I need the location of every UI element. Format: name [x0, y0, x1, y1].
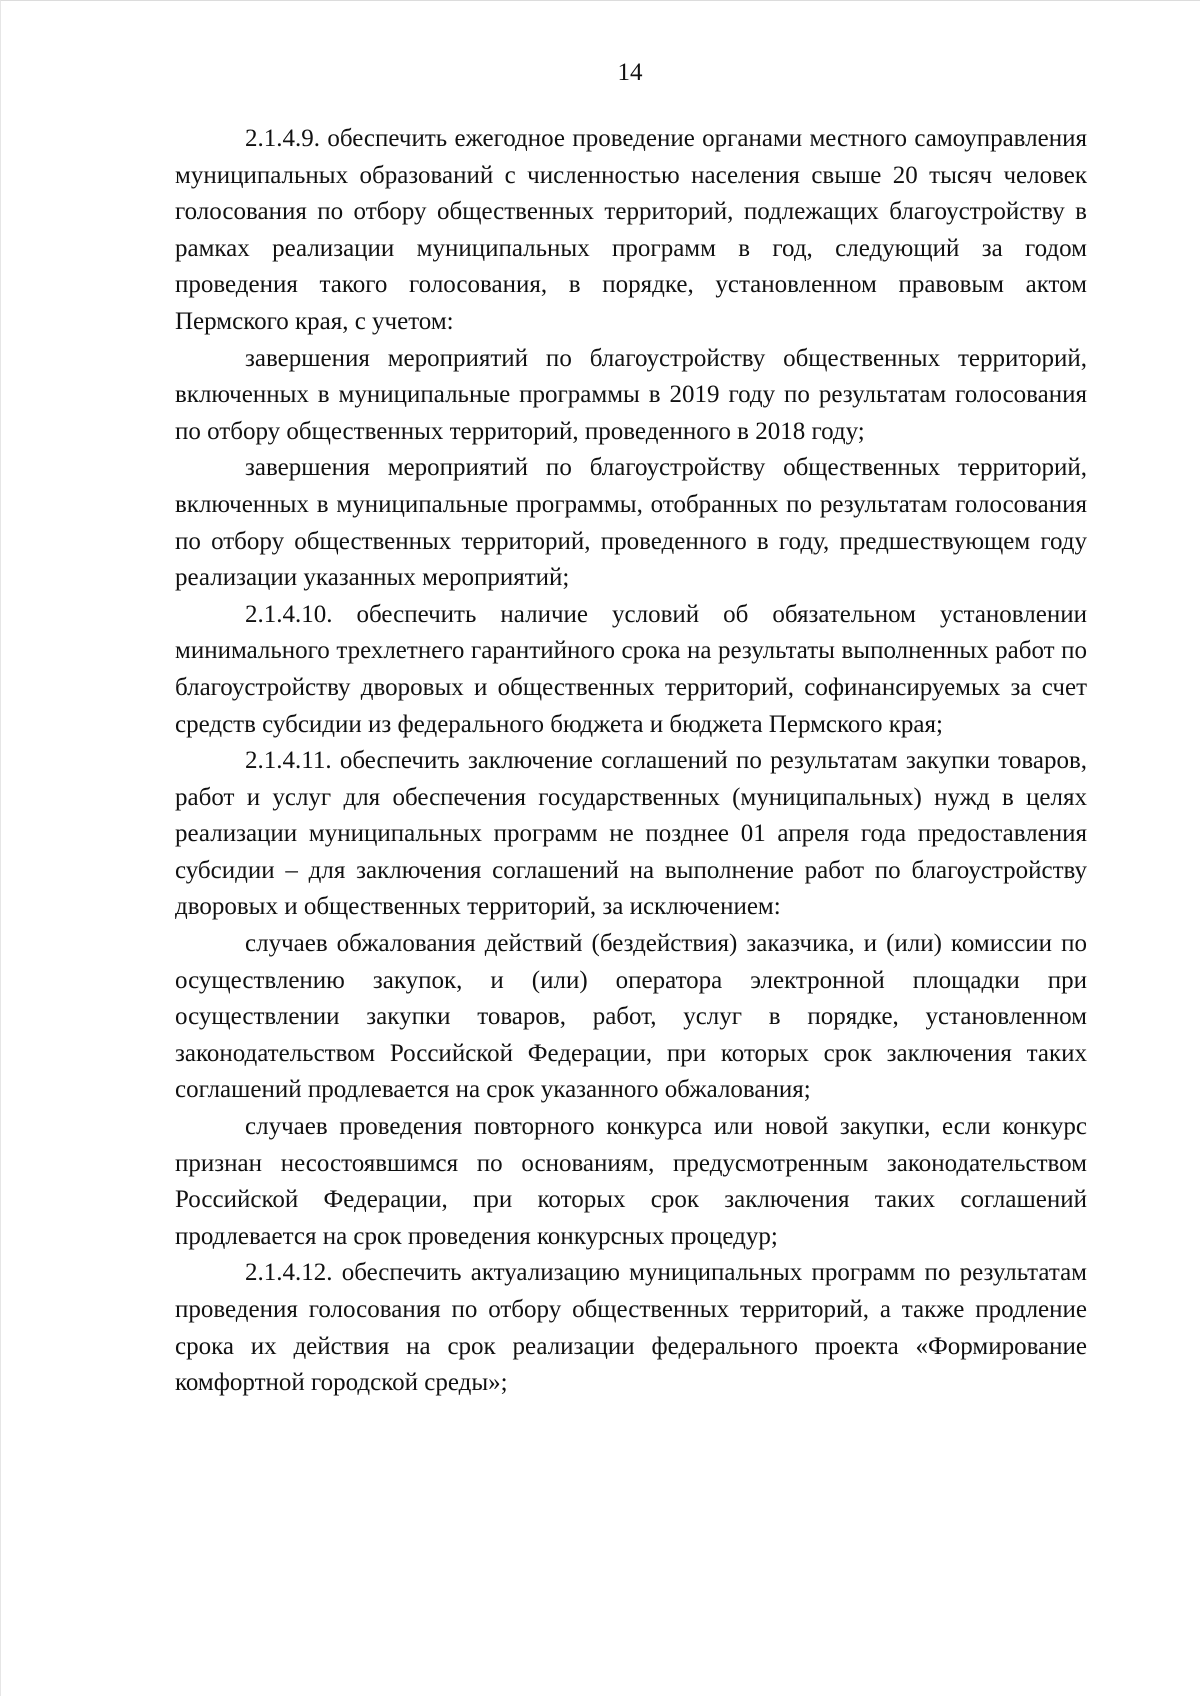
paragraph-repeat-tender-cases: случаев проведения повторного конкурса или новой закупки, если конкурс признан несостоявшимся по основаниям, предусмотренным законодательством Российской Федерации, при которых срок заключения таких соглашений продлевается на срок проведения конкурсных процедур;: [175, 1113, 1087, 1250]
paragraph-completion-2019: завершения мероприятий по благоустройству общественных территорий, включенных в муниципальные программы в 2019 году по результатам голосования по отбору общественных территорий, проведенного в 2018 году;: [175, 344, 1087, 445]
paragraph-2-1-4-10: 2.1.4.10. обеспечить наличие условий об обязательном установлении минимального трехлетнего гарантийного срока на результаты выполненных работ по благоустройству дворовых и общественных территорий, софинансируемых за счет средств субсидии из федерального бюджета и бюджета Пермского края;: [175, 600, 1087, 738]
paragraph-2-1-4-11: 2.1.4.11. обеспечить заключение соглашений по результатам закупки товаров, работ и услуг для обеспечения государственных (муниципальных) нужд в целях реализации муниципальных программ не позднее 01 апреля года предоставления субсидии – для заключения соглашений на выполнение работ по благоустройству дворовых и общественных территорий, за исключением:: [175, 747, 1087, 921]
document-body: [175, 121, 1087, 1402]
paragraph-completion-previous-year: завершения мероприятий по благоустройству общественных территорий, включенных в муниципальные программы, отобранных по результатам голосования по отбору общественных территорий, проведенного в году, предшествующем году реализации указанных мероприятий;: [175, 454, 1087, 592]
paragraph-2-1-4-9: 2.1.4.9. обеспечить ежегодное проведение органами местного самоуправления муниципальных образований с численностью населения свыше 20 тысяч человек голосования по отбору общественных территорий, подлежащих благоустройству в рамках реализации муниципальных программ в год, следующий за годом проведения такого голосования, в порядке, установленном правовым актом Пермского края, с учетом:: [175, 125, 1087, 335]
paragraph-appeal-cases: случаев обжалования действий (бездействия) заказчика, и (или) комиссии по осуществлению закупок, и (или) оператора электронной площадки при осуществлении закупки товаров, работ, услуг в порядке, установленном законодательством Российской Федерации, при которых срок заключения таких соглашений продлевается на срок указанного обжалования;: [175, 930, 1087, 1104]
page-number: 14: [617, 59, 643, 86]
paragraph-2-1-4-12: 2.1.4.12. обеспечить актуализацию муниципальных программ по результатам проведения голосования по отбору общественных территорий, а также продление срока их действия на срок реализации федерального проекта «Формирование комфортной городской среды»;: [175, 1259, 1087, 1397]
